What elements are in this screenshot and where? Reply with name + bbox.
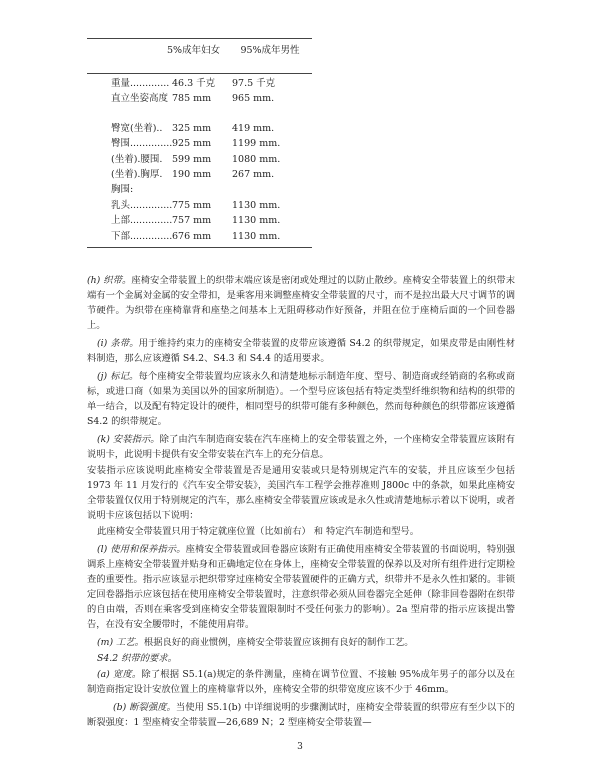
paragraph-h xyxy=(87,273,515,333)
female-value: 925 mm xyxy=(172,138,212,150)
paragraph-body: 根据良好的商业惯例，座椅安全带装置应该拥有良好的制作工艺。 xyxy=(143,637,414,648)
female-value: 190 mm xyxy=(172,169,212,181)
paragraph-body: 当使用 S5.1(b) 中详细说明的步骤测试时，座椅安全带装置的织带应有至少以下的断裂强度：1 型座椅安全带装置—26,689 N；2 型座椅安全带装置— xyxy=(87,702,515,728)
female-value: 676 mm xyxy=(172,230,212,242)
paragraph-k-notice: 此座椅安全带装置只用于特定就座位置（比如前右） 和 特定汽车制造和型号。 xyxy=(97,526,420,537)
page-number: 3 xyxy=(297,742,303,752)
male-value: 1199 mm. xyxy=(232,138,281,150)
table-row xyxy=(87,153,312,168)
row-label: 上部.............. xyxy=(111,215,173,227)
row-label: 重量............. xyxy=(111,78,170,89)
paragraph-l xyxy=(87,542,515,632)
paragraph-k xyxy=(87,432,515,462)
male-value: 1130 mm. xyxy=(232,215,281,227)
section-heading-s42 xyxy=(87,651,515,666)
paragraph-label: (b) 断裂强度。 xyxy=(113,702,176,713)
table-row xyxy=(87,199,312,214)
male-value: 1080 mm. xyxy=(232,153,281,165)
female-value: 599 mm xyxy=(172,153,212,165)
paragraph-a xyxy=(87,667,515,697)
row-label: 乳头.............. xyxy=(111,199,173,211)
paragraph-body: 座椅安全带装置或回卷器应该附有正确使用座椅安全带装置的书面说明，特别强调系上座椅安全带装置并贴身和正确地定位在身体上，座椅安全带装置的保养以及对所有组件进行定期检查的重要性。指示应该显示把织带穿过座椅安全带装置硬件的正确方式，织带并不是永久性扣紧的。非锁定回卷器指示应该包括在使用座椅安全带装置时，注意织带必须从回卷器完全延伸（除非回卷器附在织带的自由端，否则在乘客受到座椅安全带装置限制时不受任何张力的影响）。2a 型肩带的指示应该提出警告，在没有安全腰带时，不能使用肩带。 xyxy=(87,544,515,630)
male-value: 267 mm. xyxy=(232,169,275,181)
paragraph-label: (j) 标记。 xyxy=(97,371,139,382)
paragraph-body: 用于维持约束力的座椅安全带装置的皮带应该遵循 S4.2 的织带规定，如果皮带是由刚性材料制造，那么应该遵循 S4.2、S4.3 和 S4.4 的适用要求。 xyxy=(87,338,515,364)
table-row xyxy=(87,168,312,183)
header-male-95pct: 95%成年男性 xyxy=(240,45,300,56)
table-row xyxy=(87,230,312,245)
row-label: 臀宽(坐着).. xyxy=(111,122,163,134)
paragraph-k-install: 安装指示应该说明此座椅安全带装置是否是通用安装或只是特别规定汽车的安装，并且应该至少包括 1973 年 11 月发行的《汽车安全带安装》，美国汽车工程学会推荐准则 J800c 中的条款，如果此座椅安全带装置仅仅用于特别规定的汽车，那么座椅安全带装置应该或是永久性或清楚地标示着以下说明，或者说明卡应该包括以下说明： xyxy=(87,465,515,521)
paragraph-label: (l) 使用和保养指示。 xyxy=(97,544,186,555)
table-row xyxy=(87,92,312,122)
male-value: 419 mm. xyxy=(232,122,275,134)
row-label: 下部.............. xyxy=(111,230,173,242)
female-value: 757 mm xyxy=(172,215,212,227)
paragraph-body: 座椅安全带装置上的织带末端应该是密闭或处理过的以防止散纱。座椅安全带装置上的织带末端有一个金属対金属的安全带扣，是乘客用来调整座椅安全带装置的尺寸，而不是拉出最大尺寸调节的调节硬件。为织带在座椅靠背和座垫之间基本上无阻碍移动作好预备，并阻在位于座椅后面的一个回卷器上。 xyxy=(87,275,515,331)
female-value: 46.3 千克 xyxy=(172,78,216,89)
male-value: 965 mm. xyxy=(232,93,275,105)
paragraph-body: 除了由汽车制造商安装在汽车座椅上的安全带装置之外，一个座椅安全带装置应该附有说明卡，此说明卡提供有安全带安装在汽车上的充分信息。 xyxy=(87,434,515,460)
table-bottom-rule xyxy=(87,247,312,248)
table-row xyxy=(87,214,312,229)
row-label: 臀围.............. xyxy=(111,138,173,150)
row-label: (坐着).腰围. xyxy=(111,153,163,165)
row-label: 直立坐姿高度 xyxy=(111,93,169,105)
male-value: 1130 mm. xyxy=(232,199,281,211)
paragraph-b xyxy=(87,700,515,730)
table-row xyxy=(87,77,312,92)
body-text xyxy=(87,273,515,733)
paragraph-i xyxy=(87,336,515,366)
table-row xyxy=(87,183,312,198)
section-heading-label: S4.2 织带的要求。 xyxy=(97,653,177,664)
table-body xyxy=(87,74,312,247)
paragraph-m xyxy=(87,635,515,650)
paragraph-body: 除了根据 S5.1(a)规定的条件测量，座椅在调节位置、不接触 95%成年男子的部分以及在制造商指定设计安放位置上的座椅靠背以外，座椅安全带的织带宽度应该不少于 46mm。 xyxy=(87,669,515,695)
female-value: 325 mm xyxy=(172,122,212,134)
male-value: 97.5 千克 xyxy=(232,78,276,89)
table-row xyxy=(87,122,312,137)
header-female-5pct: 5%成年妇女 xyxy=(167,45,221,56)
row-label: 胸围: xyxy=(111,184,134,196)
paragraph-label: (i) 条带。 xyxy=(97,338,139,349)
female-value: 775 mm xyxy=(172,199,212,211)
table-row xyxy=(87,137,312,152)
paragraph-label: (m) 工艺。 xyxy=(97,637,144,648)
dimensions-table xyxy=(87,38,312,248)
table-header xyxy=(87,39,312,73)
paragraph-label: (a) 宽度。 xyxy=(97,669,142,680)
paragraph-label: (k) 安装指示。 xyxy=(97,434,160,445)
female-value: 785 mm xyxy=(172,93,212,105)
row-label: (坐着).胸厚. xyxy=(111,169,163,181)
paragraph-j xyxy=(87,369,515,429)
paragraph-label: (h) 织带。 xyxy=(87,275,132,286)
paragraph-body: 每个座椅安全带装置均应该永久和清楚地标示制造年度、型号、制造商或经销商的名称或商标，或进口商（如果为美国以外的国家所制造）。一个型号应该包括有特定类型纤维织物和结构的织带的单一结合，以及配有特定设计的硬件，相同型号的织带可能有多种颜色，然而每种颜色的织带都应该遵循 S4.2 的织带规定。 xyxy=(87,371,515,427)
male-value: 1130 mm. xyxy=(232,230,281,242)
